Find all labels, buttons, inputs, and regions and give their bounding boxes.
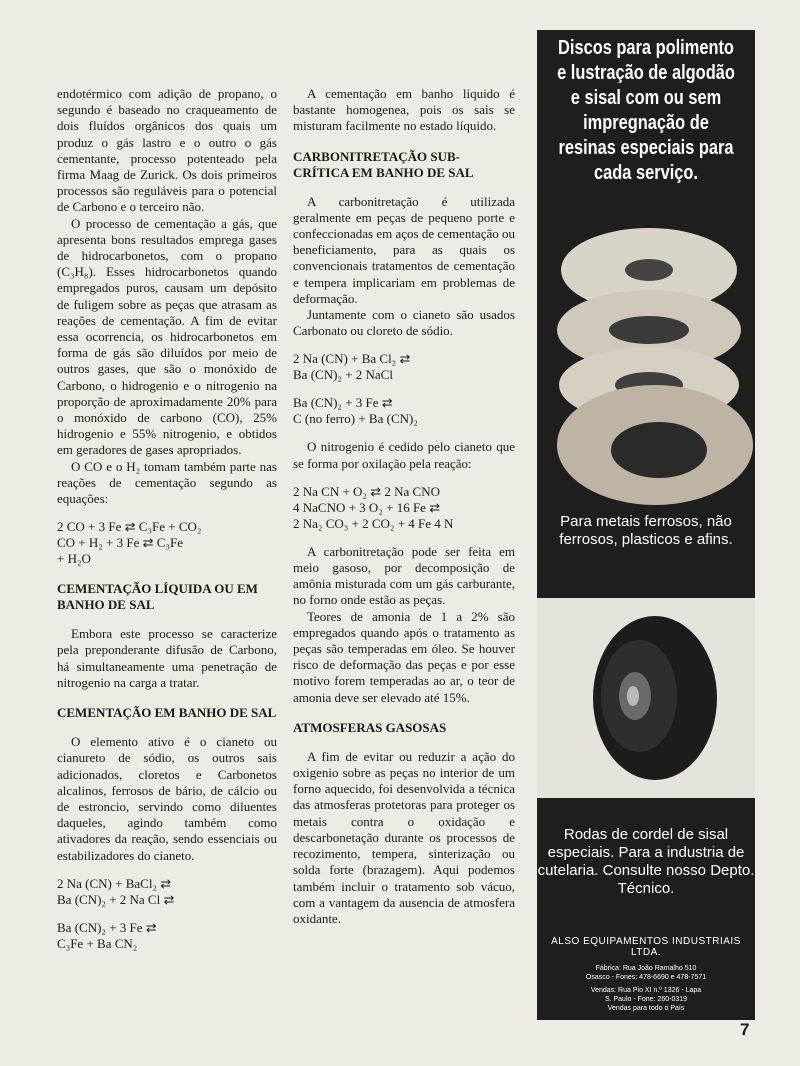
equation-line: CO + H₂ + 3 Fe ⇄ C₃Fe — [57, 535, 183, 551]
paragraph: A cementação em banho líquido é bastante homogenea, pois os sais se misturam facilmente no estado líquido. — [293, 86, 515, 134]
advertisement-panel — [537, 30, 755, 1020]
sisal-wheel-photo-frame — [537, 598, 755, 798]
ad-subheadline: Para metais ferrosos, não ferrosos, plasticos e afins. — [559, 513, 733, 548]
ad-sales-coverage: Vendas para todo o País — [607, 1005, 685, 1012]
equation-line: 2 Na (CN) + BaCl₂ ⇄ — [57, 875, 172, 891]
polishing-discs-photo — [537, 210, 755, 510]
paragraph: O CO e o H₂ tomam também parte nas reações de cementação segundo as equações: — [57, 458, 277, 507]
equation-block — [293, 484, 515, 532]
page-number: 7 — [740, 1020, 750, 1039]
article-column-2 — [293, 86, 515, 927]
paragraph: O nitrogenio é cedido pelo cianeto que se forma por oxilação pela reação: — [293, 439, 515, 471]
article-column-1 — [57, 86, 277, 964]
equation-block — [57, 876, 277, 908]
ad-company-name: ALSO EQUIPAMENTOS INDUSTRIAIS LTDA. — [551, 936, 741, 958]
equation-block — [57, 920, 277, 952]
section-heading: CEMENTAÇÃO EM BANHO DE SAL — [57, 705, 277, 721]
equation-block — [293, 351, 515, 383]
paragraph: A carbonitretação é utilizada geralmente em peças de pequeno porte e confeccionadas em aços de cementação ou beneficiamento, para as quais os convencionais tratamentos de cementação e tempera implicariam em problemas de deformação. — [293, 193, 515, 306]
equation-line: + H₂O — [57, 551, 91, 567]
section-heading: ATMOSFERAS GASOSAS — [293, 719, 447, 735]
equation-line: 2 CO + 3 Fe ⇄ C₃Fe + CO₂ — [57, 519, 202, 535]
equation-line: 2 Na CN + O₂ ⇄ 2 Na CNO — [293, 483, 440, 499]
section-heading: CARBONITRETAÇÃO SUB-CRÍTICA EM BANHO DE SAL — [293, 148, 474, 180]
paragraph: A fim de evitar ou reduzir a ação do oxigenio sobre as peças no interior de um forno aquecido, foi desenvolvida a técnica das atmosferas protetoras para proteger os metais contra o oxidação e descarbonetação durante os processos de recozimento, tempera, sinterização ou solda forte (brazagem). Aqui podemos também incluir o tratamento sob vácuo, com a vantagem da ausencia de atmosfera oxidante. — [293, 748, 515, 926]
section-heading: CEMENTAÇÃO LÍQUIDA OU EM BANHO DE SAL — [57, 581, 258, 613]
ad-headline: Discos para polimento e lustração de algodão e sisal com ou sem impregnação de resinas especiais para cada serviço. — [557, 37, 735, 184]
equation-line: Ba (CN)₂ + 3 Fe ⇄ — [57, 919, 157, 935]
equation-line: Ba (CN)₂ + 2 Na Cl ⇄ — [57, 891, 175, 907]
equation-block — [293, 395, 515, 427]
ad-sales-address: Vendas: Rua Pio XI n.º 1326 - Lapa — [590, 987, 702, 994]
ad-sales-phone: S. Paulo - Fone: 260-0319 — [604, 996, 688, 1003]
paragraph: O elemento ativo é o cianeto ou cianureto de sódio, os outros sais adicionados, cloretos e Carbonetos alcalinos, ferrosos de bário, de cálcio ou de estroncio, servindo como diluentes daqueles, agindo também como ativadores da reação, sendo essenciais ou estabilizadores do cianeto. — [57, 734, 277, 863]
equation-line: C₃Fe + Ba CN₂ — [57, 935, 138, 951]
paragraph: endotérmico com adição de propano, o segundo é baseado no craqueamento de dois fluídos orgânicos dos quais um produz o gás lastro e o outro o gás cementante, processo potenteado pela firma Maag de Zurick. Os dois primeiros processos são reguláveis para o potencial de Carbono e o terceiro não. — [57, 86, 277, 215]
ad-cord-wheels-text: Rodas de cordel de sisal especiais. Para a industria de cutelaria. Consulte nosso Depto. Técnico. — [537, 826, 755, 897]
equation-line: 2 Na₂ CO₃ + 2 CO₂ + 4 Fe 4 N — [293, 515, 454, 531]
equation-block — [57, 519, 277, 567]
sisal-wheel-photo — [537, 598, 755, 798]
equation-line: 4 NaCNO + 3 O₂ + 16 Fe ⇄ — [293, 499, 441, 515]
paragraph: A carbonitretação pode ser feita em meio gasoso, por decomposição de amônia misturada com um gás carburante, no forno onde estão as peças. — [293, 543, 515, 608]
equation-line: Ba (CN)₂ + 2 NaCl — [293, 367, 393, 383]
paragraph: Teores de amonia de 1 a 2% são empregados quando após o tratamento as peças são temperadas em óleo. Se houver risco de deformação das peças e por esse motivo forem temperadas ao ar, o teor de amonia deve ser elevado até 15%. — [293, 608, 515, 705]
paragraph: Juntamente com o cianeto são usados Carbonato ou cloreto de sódio. — [293, 307, 515, 339]
equation-line: C (no ferro) + Ba (CN)₂ — [293, 411, 418, 427]
paragraph: Embora este processo se caracterize pela preponderante difusão de Carbono, há simultaneamente uma penetração de nitrogenio na carga a tratar. — [57, 626, 277, 690]
equation-line: Ba (CN)₂ + 3 Fe ⇄ — [293, 395, 393, 411]
paragraph: O processo de cementação a gás, que apresenta bons resultados emprega gases de hidrocarbonetos, com o propano (C₃H₈). Esses hidrocarbonetos quando empregados puros, causam um depósito de fuligem sobre as peças que atrasam as reações de cementação. A fim de evitar essa ocorrencia, os hidrocarbonetos em forma de gás são diluídos por meio de outros gases, que são o monóxido de Carbono, o hidrogenio e o nitrogenio na proporção de aproximadamente 20% para o monóxido de carbono (CO), 25% hidrogenio e 55% nitrogenio, e obtidos em geradores de gases apropriados. — [57, 215, 277, 458]
equation-line: 2 Na (CN) + Ba Cl₂ ⇄ — [293, 351, 411, 367]
ad-factory-address: Fábrica: Rua João Ramalho 510 — [595, 965, 697, 972]
ad-factory-phones: Osasco - Fones: 478-6690 e 478-7571 — [585, 974, 707, 981]
